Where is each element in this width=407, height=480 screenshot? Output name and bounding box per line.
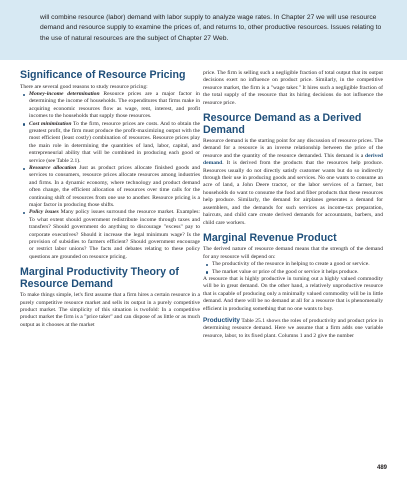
derived-demand-paragraph (203, 138, 383, 227)
heading-marginal-revenue-product: Marginal Revenue Product (203, 231, 337, 244)
bullet-term: Cost minimization (29, 120, 72, 127)
derived-text-a: Resource demand is the starting point for any discussion of resource prices. The demand for a resource is an inverse relationship between the price of the resource and the quantity of the resource demanded. This demand is a (203, 138, 383, 159)
list-item (29, 91, 200, 121)
heading-marginal-productivity-theory: Marginal Productivity Theory of Resource Demand (20, 266, 179, 290)
left-column (20, 70, 200, 329)
demand-strength-paragraph: A resource that is highly productive in turning out a highly valued commodity will be in great demand. On the other hand, a relatively unproductive resource that is capable of producing only a minimally valued commodity will be in little demand. And there will be no demand at all for a resource that is phenomenally efficient in producing something that no one wants to buy. (203, 276, 383, 312)
strength-list (203, 261, 383, 276)
heading-derived-demand: Resource Demand as a Derived Demand (203, 112, 362, 136)
significance-list (20, 91, 200, 261)
chapter-intro-banner (0, 0, 407, 60)
list-item (29, 121, 200, 165)
bullet-text: Just as product prices allocate finished goods and services to consumers, resource prices allocate resources among industries and firms. In a dynamic economy, where technology and product demand often change, the efficient allocation of resources over time calls for the continuing shift of resources from one use to another. Resource pricing is a major factor in producing those shifts. (29, 164, 200, 208)
intro-text: There are several good reasons to study resource pricing: (20, 83, 148, 90)
price-taker-paragraph: price. The firm is selling such a negligible fraction of total output that its output decisions exert no influence on product price. Similarly, in the competitive resource market, the firm is a "wage taker." It hires such a negligible fraction of the total supply of the resource that its hiring decisions do not influence the resource price. (203, 70, 383, 106)
strength-intro: The derived nature of resource demand means that the strength of the demand for any resource will depend on: (203, 246, 383, 260)
bullet-text: To the firm, resource prices are costs. And to obtain the greatest profit, the firm must produce the profit-maximizing output with the most efficient (least costly) combination of resources. Resource prices play the main role in determining the quantities of land, labor, capital, and entrepreneurial ability that will be combined in producing each good or service (see Table 2.1). (29, 120, 200, 164)
list-item (29, 209, 200, 261)
mpt-paragraph: To make things simple, let's first assume that a firm hires a certain resource in a purely competitive resource market and sells its output in a purely competitive product market. The simplicity of this situation is twofold: In a competitive product market the firm is a "price taker" and can dispose of as little or as much output as it chooses at the market (20, 292, 200, 328)
page-number: 489 (376, 465, 387, 471)
bullet-term: Policy issues (29, 209, 59, 216)
productivity-paragraph (203, 317, 383, 340)
bullet-term: Money-income determination (29, 90, 100, 97)
right-column (203, 70, 383, 340)
list-item: The market value or price of the good or service it helps produce. (212, 269, 383, 276)
heading-significance: Significance of Resource Pricing (20, 69, 186, 81)
bullet-text: Many policy issues surround the resource market. Examples: To what extent should government redistribute income through taxes and transfers? Should government do anything to discourage "excess" pay to corporate executives? Should it increase the legal minimum wage? Is the provision of subsidies to farmers efficient? Should government encourage or restrict labor unions? The facts and debates relating to these policy questions are grounded on resource pricing. (29, 209, 200, 260)
productivity-text: Table 25.1 shows the roles of productivity and product price in determining resource demand. Here we assume that a firm adds one variable resource, labor, to its fixed plant. Columns 1 and 2 give the number (203, 318, 383, 339)
list-item (29, 165, 200, 209)
key-term-derived-demand: derived demand (203, 152, 383, 167)
bullet-term: Resource allocation (29, 164, 77, 171)
productivity-heading: Productivity (203, 317, 240, 325)
derived-text-b: . It is derived from the products that the resources help produce. Resources usually do not directly satisfy customer wants but do so indirectly through their use in producing goods and services. No one wants to consume an acre of land, a John Deere tractor, or the labor services of a farmer, but households do want to consume the food and fiber products that these resources help produce. Similarly, the demand for airplanes generates a demand for assemblers, and the demands for such services as income-tax preparation, haircuts, and child care create derived demands for accountants, barbers, and child care workers. (203, 160, 383, 226)
banner-text: will combine resource (labor) demand with labor supply to analyze wage rates. In Chapter 27 we will use resource demand and resource supply to examine the prices of, and returns to, other productive resources. Issues relating to the use of natural resources are the subject of Chapter 27 Web. (40, 14, 382, 42)
list-item: The productivity of the resource in helping to create a good or service. (212, 261, 383, 268)
bullet-text: Resource prices are a major factor in determining the income of households. The expenditures that firms make in acquiring economic resources flow as wage, rent, interest, and profit incomes to the households that supply those resources. (29, 90, 200, 120)
